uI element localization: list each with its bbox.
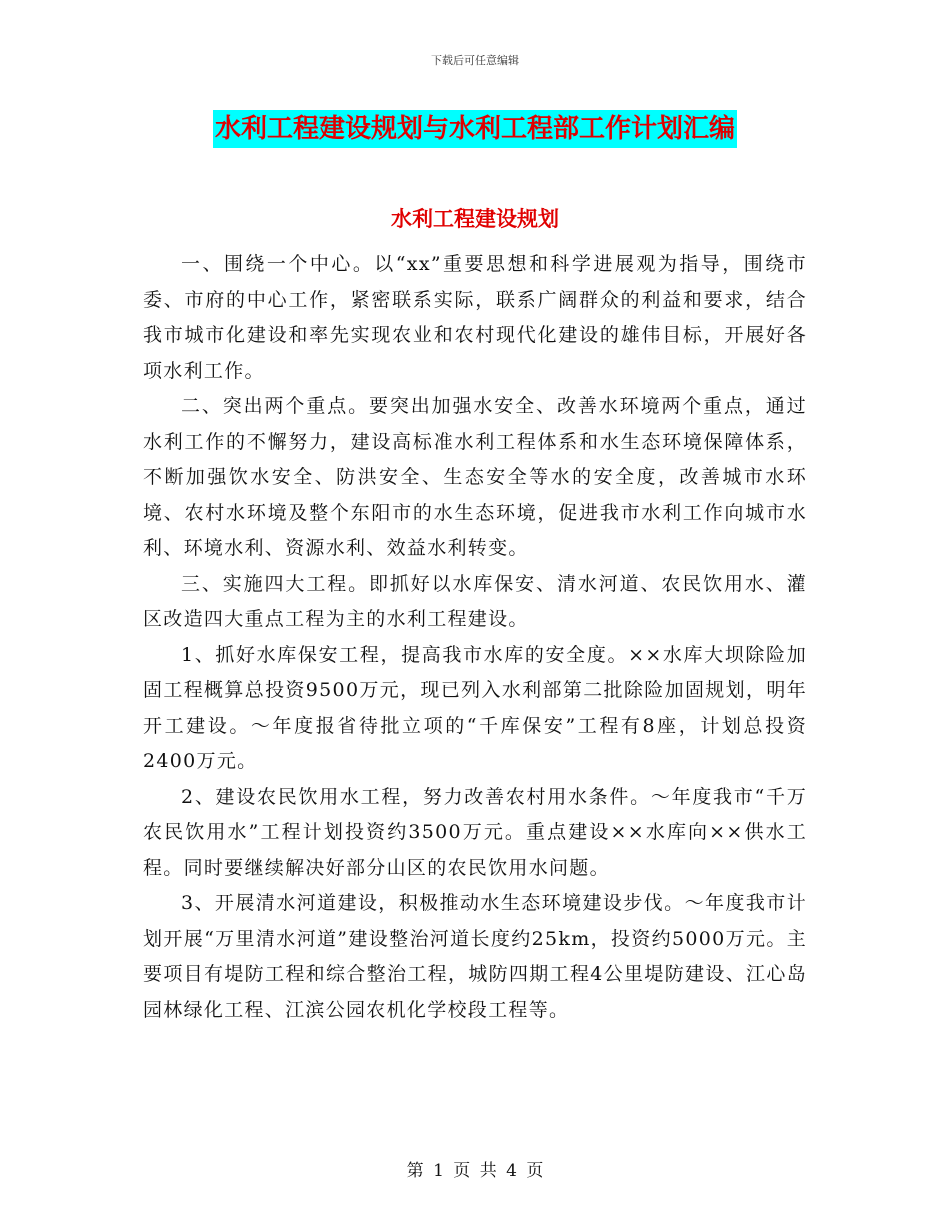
- paragraph: 3、开展清水河道建设，积极推动水生态环境建设步伐。～年度我市计划开展“万里清水河道”建设整治河道长度约25km，投资约5000万元。主要项目有堤防工程和综合整治工程，城防四期工程4公里堤防建设、江心岛园林绿化工程、江滨公园农机化学校段工程等。: [143, 892, 807, 1021]
- body-text: [143, 247, 807, 1028]
- section-title: 水利工程建设规划: [391, 207, 559, 231]
- paragraph: 一、围绕一个中心。以“xx”重要思想和科学进展观为指导，围绕市委、市府的中心工作，紧密联系实际，联系广阔群众的利益和要求，结合我市城市化建设和率先实现农业和农村现代化建设的雄伟目标，开展好各项水利工作。: [143, 253, 807, 382]
- paragraph: 三、实施四大工程。即抓好以水库保安、清水河道、农民饮用水、灌区改造四大重点工程为主的水利工程建设。: [143, 572, 807, 630]
- document-title: [0, 108, 950, 145]
- paragraph: 2、建设农民饮用水工程，努力改善农村用水条件。～年度我市“千万农民饮用水”工程计划投资约3500万元。重点建设××水库向××供水工程。同时要继续解决好部分山区的农民饮用水问题。: [143, 785, 807, 879]
- paragraph: 二、突出两个重点。要突出加强水安全、改善水环境两个重点，通过水利工作的不懈努力，建设高标准水利工程体系和水生态环境保障体系，不断加强饮水安全、防洪安全、生态安全等水的安全度，改善城市水环境、农村水环境及整个东阳市的水生态环境，促进我市水利工作向城市水利、环境水利、资源水利、效益水利转变。: [143, 395, 807, 559]
- paragraph: 1、抓好水库保安工程，提高我市水库的安全度。××水库大坝除险加固工程概算总投资9500万元，现已列入水利部第二批除险加固规划，明年开工建设。～年度报省待批立项的“千库保安”工程有8座，计划总投资2400万元。: [143, 643, 807, 772]
- header-note: 下载后可任意编辑: [431, 54, 519, 67]
- page-footer: 第 1 页 共 4 页: [406, 1161, 544, 1181]
- document-title-text: 水利工程建设规划与水利工程部工作计划汇编: [213, 110, 737, 148]
